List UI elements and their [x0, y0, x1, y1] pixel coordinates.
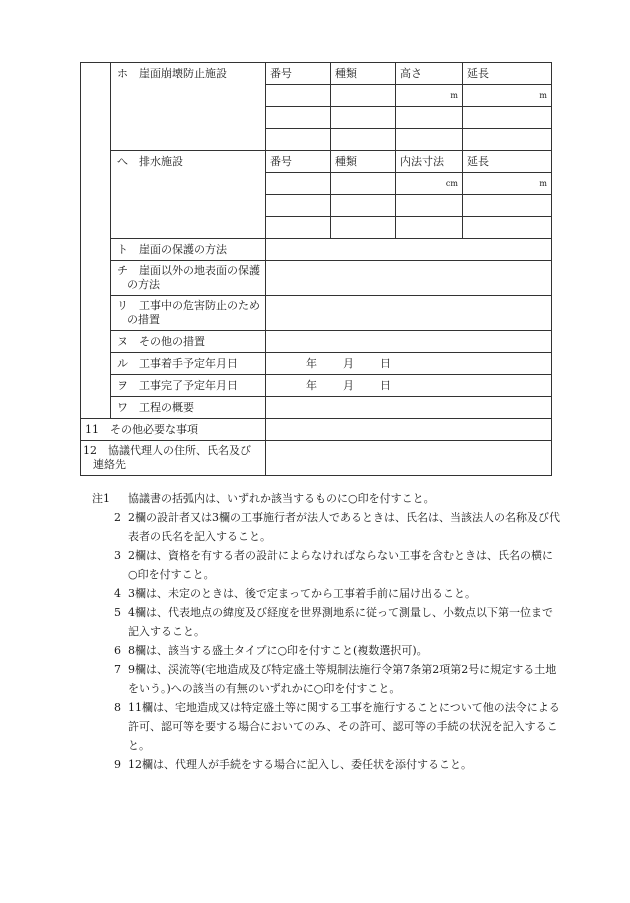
- note-text: 2欄の設計者又は3欄の工事施行者が法人であるときは、氏名は、当該法人の名称及び代表者の氏名を記入すること。: [128, 511, 560, 543]
- input-cell[interactable]: [463, 195, 552, 217]
- row-to-label: ト 崖面の保護の方法: [111, 239, 266, 261]
- input-cell[interactable]: [463, 129, 552, 151]
- year-unit: 年: [306, 356, 317, 370]
- note-text: 2欄は、資格を有する者の設計によらなければならない工事を含むときは、氏名の横に○印を付すこと。: [128, 549, 553, 581]
- unit-m: m: [463, 173, 552, 195]
- input-cell[interactable]: [331, 107, 396, 129]
- input-cell[interactable]: [266, 195, 331, 217]
- note-number: 2: [114, 511, 121, 524]
- day-unit: 日: [380, 356, 391, 370]
- note-item: [92, 489, 562, 508]
- unit-cm: cm: [396, 173, 463, 195]
- note-item: [92, 698, 562, 755]
- note-item: [92, 603, 562, 641]
- input-cell[interactable]: [266, 85, 331, 107]
- input-cell[interactable]: [396, 195, 463, 217]
- note-item: [92, 660, 562, 698]
- input-cell[interactable]: [396, 129, 463, 151]
- input-cell[interactable]: [331, 217, 396, 239]
- note-item: [92, 546, 562, 584]
- note-number: 4: [114, 587, 121, 600]
- input-cell[interactable]: [266, 217, 331, 239]
- input-cell[interactable]: [396, 107, 463, 129]
- input-cell[interactable]: [463, 107, 552, 129]
- note-number: 8: [114, 701, 121, 714]
- note-text: 8欄は、該当する盛土タイプに○印を付すこと(複数選択可)。: [128, 644, 428, 657]
- note-item: [92, 508, 562, 546]
- note-number: 注1: [92, 492, 110, 505]
- note-text: 11欄は、宅地造成又は特定盛土等に関する工事を施行することについて他の法令による許可、認可等を要する場合においてのみ、その許可、認可等の手続の状況を記入すること。: [128, 701, 560, 752]
- note-item: [92, 755, 562, 774]
- note-text: 9欄は、渓流等(宅地造成及び特定盛土等規制法施行令第7条第2項第2号に規定する土地をいう。)への該当の有無のいずれかに○印を付すこと。: [128, 663, 557, 695]
- header-inner-size: 内法寸法: [396, 151, 463, 173]
- note-number: 7: [114, 663, 121, 676]
- row-wa-value[interactable]: [266, 397, 552, 419]
- header-number: 番号: [266, 63, 331, 85]
- input-cell[interactable]: [396, 217, 463, 239]
- drainage-label: へ 排水施設: [111, 151, 266, 239]
- year-unit: 年: [306, 378, 317, 392]
- note-number: 6: [114, 644, 121, 657]
- note-number: 3: [114, 549, 121, 562]
- month-unit: 月: [343, 356, 354, 370]
- row-wo-label: ヲ 工事完了予定年月日: [111, 375, 266, 397]
- header-length: 延長: [463, 151, 552, 173]
- input-cell[interactable]: [266, 173, 331, 195]
- input-cell[interactable]: [331, 173, 396, 195]
- row-ri-label: リ 工事中の危害防止のための措置: [111, 296, 266, 331]
- header-type: 種類: [331, 63, 396, 85]
- note-item: [92, 584, 562, 603]
- row-wa-label: ワ 工程の概要: [111, 397, 266, 419]
- input-cell[interactable]: [331, 85, 396, 107]
- row-chi-label: チ 崖面以外の地表面の保護の方法: [111, 261, 266, 296]
- end-date-field[interactable]: [266, 375, 552, 397]
- day-unit: 日: [380, 378, 391, 392]
- row-chi-value[interactable]: [266, 261, 552, 296]
- input-cell[interactable]: [266, 129, 331, 151]
- row-nu-label: ヌ その他の措置: [111, 331, 266, 353]
- header-type: 種類: [331, 151, 396, 173]
- input-cell[interactable]: [331, 195, 396, 217]
- note-text: 4欄は、代表地点の緯度及び経度を世界測地系に従って測量し、小数点以下第一位まで記入すること。: [128, 606, 553, 638]
- item-12-value[interactable]: [266, 441, 552, 476]
- row-nu-value[interactable]: [266, 331, 552, 353]
- header-number: 番号: [266, 151, 331, 173]
- input-cell[interactable]: [463, 217, 552, 239]
- note-number: 5: [114, 606, 121, 619]
- form-table: [80, 62, 552, 476]
- start-date-field[interactable]: [266, 353, 552, 375]
- row-ru-label: ル 工事着手予定年月日: [111, 353, 266, 375]
- header-length: 延長: [463, 63, 552, 85]
- note-number: 9: [114, 758, 121, 771]
- input-cell[interactable]: [331, 129, 396, 151]
- input-cell[interactable]: [266, 107, 331, 129]
- item-11-value[interactable]: [266, 419, 552, 441]
- month-unit: 月: [343, 378, 354, 392]
- slope-protection-label: ホ 崖面崩壊防止施設: [111, 63, 266, 151]
- notes-section: [92, 489, 562, 774]
- left-margin-cell: [81, 63, 111, 419]
- unit-m: m: [463, 85, 552, 107]
- note-text: 3欄は、未定のときは、後で定まってから工事着手前に届け出ること。: [128, 587, 476, 600]
- note-text: 協議書の括弧内は、いずれか該当するものに○印を付すこと。: [128, 492, 435, 505]
- item-11-label: 11 その他必要な事項: [81, 419, 266, 441]
- item-12-label: 12 協議代理人の住所、氏名及び連絡先: [81, 441, 266, 476]
- unit-m: m: [396, 85, 463, 107]
- header-height: 高さ: [396, 63, 463, 85]
- row-to-value[interactable]: [266, 239, 552, 261]
- row-ri-value[interactable]: [266, 296, 552, 331]
- note-item: [92, 641, 562, 660]
- note-text: 12欄は、代理人が手続をする場合に記入し、委任状を添付すること。: [128, 758, 472, 771]
